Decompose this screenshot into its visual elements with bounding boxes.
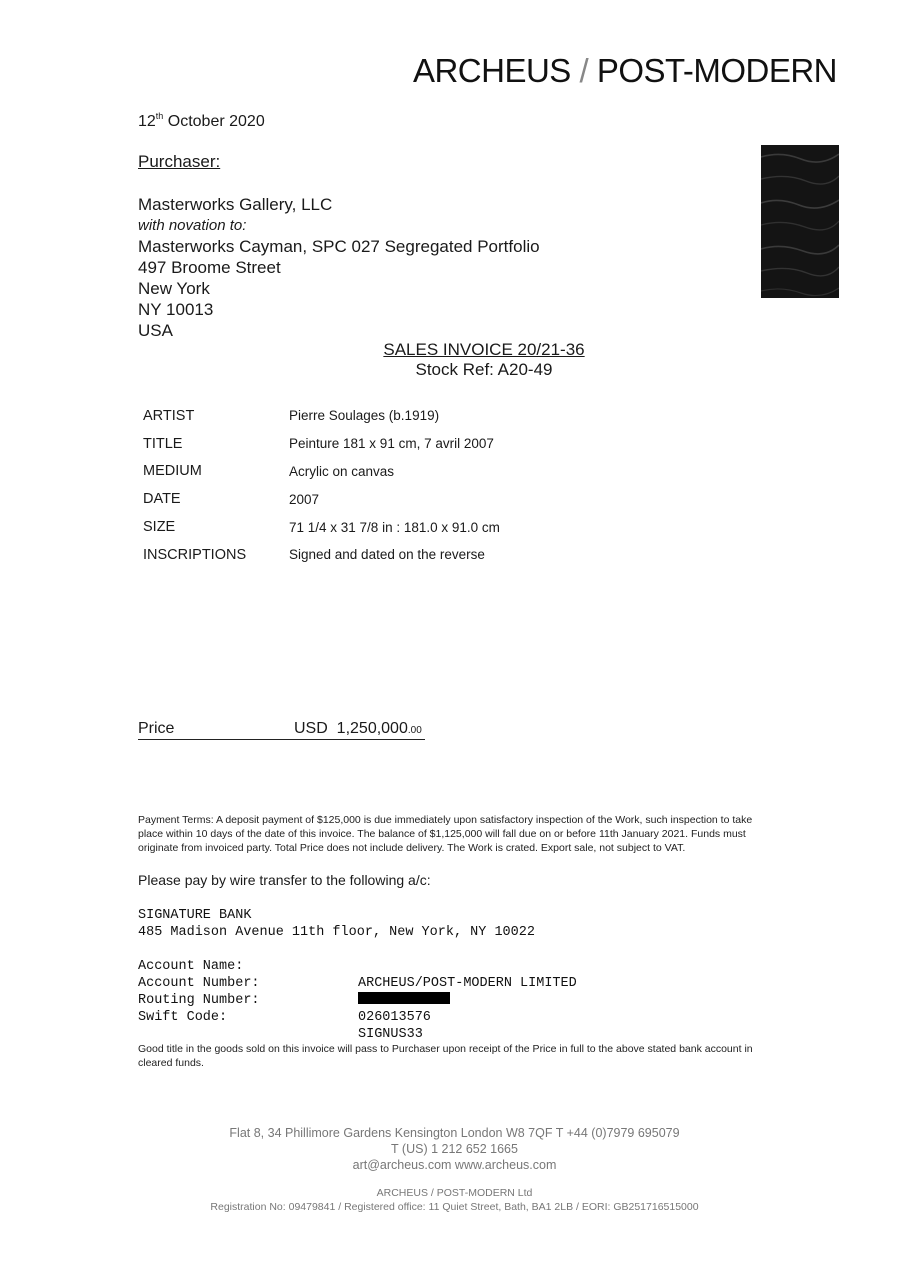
footer-company: ARCHEUS / POST-MODERN Ltd (376, 1187, 533, 1199)
payment-instruction: Please pay by wire transfer to the following a/c: (138, 872, 431, 888)
price-currency: USD (294, 720, 328, 737)
footer-legal (0, 1186, 909, 1214)
purchaser-line: NY 10013 (138, 300, 214, 319)
purchaser-line: with novation to: (138, 217, 247, 234)
details-value: 71 1/4 x 31 7/8 in : 181.0 x 91.0 cm (289, 519, 500, 535)
footer-registration: Registration No: 09479841 / Registered office: 11 Quiet Street, Bath, BA1 2LB / EORI: GB251716515000 (210, 1201, 699, 1213)
brand-slash: / (579, 52, 589, 89)
price-amount: 1,250,000 (336, 720, 408, 737)
brand-name-left: ARCHEUS (412, 52, 571, 89)
details-value: Signed and dated on the reverse (289, 547, 485, 563)
details-key: ARTIST (143, 407, 195, 424)
artwork-thumbnail (761, 145, 839, 298)
footer-contact (0, 1125, 909, 1173)
details-value: Peinture 181 x 91 cm, 7 avril 2007 (289, 436, 494, 452)
details-key: MEDIUM (143, 463, 202, 480)
date-suffix: th (155, 111, 164, 121)
artwork-details-table (143, 402, 500, 569)
stock-reference: Stock Ref: A20-49 (415, 360, 553, 379)
bank-value: 026013576 (358, 1010, 431, 1025)
payment-terms: Payment Terms: A deposit payment of $125,000 is due immediately upon satisfactory inspection of the Work, such inspection to take place within 10 days of the date of this invoice. The balance of $1,125,000 will fall due on or before 11th January 2021. Funds must originate from invoiced party. Total Price does not include delivery. The Work is crated. Export sale, not subject to VAT. (138, 814, 753, 854)
details-row (143, 430, 500, 458)
invoice-date (138, 111, 265, 131)
details-row (143, 541, 500, 569)
bank-label: Account Number: (138, 976, 260, 991)
purchaser-label: Purchaser: (138, 152, 221, 171)
purchaser-address (138, 194, 540, 341)
bank-details (138, 907, 577, 1042)
price-cents: .00 (407, 725, 422, 736)
bank-label: Swift Code: (138, 1010, 228, 1025)
footer-us-phone: T (US) 1 212 652 1665 (391, 1142, 518, 1156)
bank-label: Account Name: (138, 959, 244, 974)
bank-address: 485 Madison Avenue 11th floor, New York, NY 10022 (138, 925, 535, 940)
price-line (138, 720, 425, 740)
details-key: TITLE (143, 435, 183, 452)
date-month-year: October 2020 (167, 113, 265, 130)
purchaser-line: Masterworks Cayman, SPC 027 Segregated Portfolio (138, 237, 540, 256)
invoice-heading (300, 340, 668, 380)
bank-value: ARCHEUS/POST-MODERN LIMITED (358, 976, 577, 991)
brand-name-right: POST-MODERN (596, 52, 837, 89)
title-transfer-note: Good title in the goods sold on this invoice will pass to Purchaser upon receipt of the Price in full to the above stated bank account in cleared funds. (138, 1043, 753, 1069)
bank-name: SIGNATURE BANK (138, 908, 252, 923)
purchaser-line: USA (138, 321, 173, 340)
details-row (143, 402, 500, 430)
details-key: SIZE (143, 519, 176, 536)
bank-value: SIGNUS33 (358, 1027, 423, 1042)
details-value: 2007 (289, 491, 320, 507)
details-row (143, 485, 500, 513)
details-row (143, 513, 500, 541)
details-value: Pierre Soulages (b.1919) (289, 408, 440, 424)
price-value (294, 720, 422, 738)
details-row (143, 458, 500, 486)
bank-label: Routing Number: (138, 993, 260, 1008)
details-value: Acrylic on canvas (289, 463, 395, 479)
purchaser-line: 497 Broome Street (138, 258, 281, 277)
details-key: DATE (143, 491, 181, 508)
footer-email-web: art@archeus.com www.archeus.com (352, 1158, 557, 1172)
company-brand-header (413, 52, 837, 90)
footer-address: Flat 8, 34 Phillimore Gardens Kensington London W8 7QF T +44 (0)7979 695079 (229, 1126, 680, 1140)
details-key: INSCRIPTIONS (143, 546, 247, 563)
purchaser-line: New York (138, 279, 210, 298)
price-label: Price (138, 720, 175, 737)
date-day: 12 (138, 113, 156, 130)
invoice-number: SALES INVOICE 20/21-36 (383, 340, 585, 359)
purchaser-line: Masterworks Gallery, LLC (138, 195, 333, 214)
artwork-image (761, 145, 839, 298)
